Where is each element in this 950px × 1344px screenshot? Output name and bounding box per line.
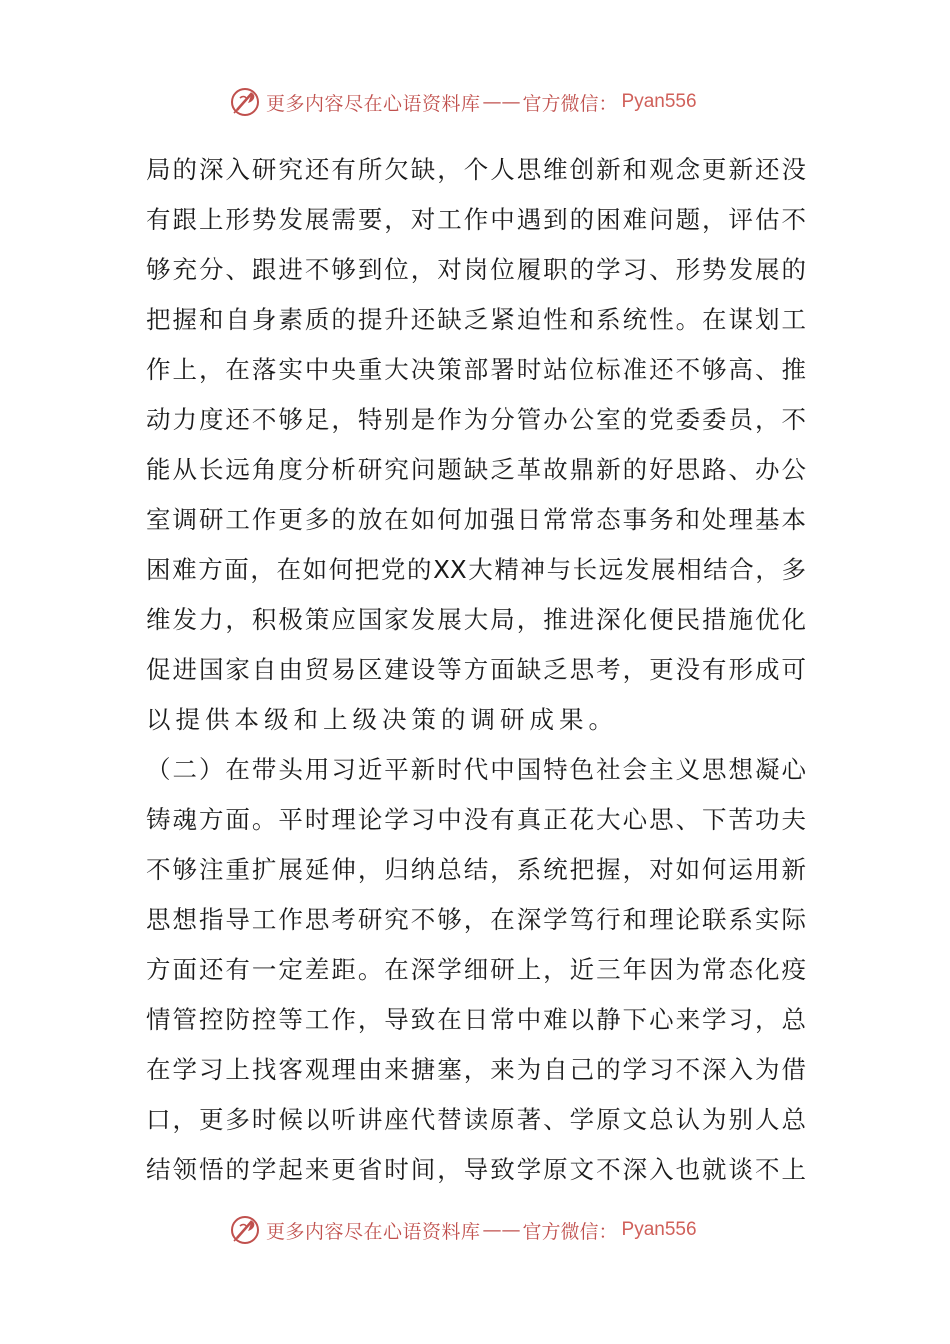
text-line: 情管控防控等工作，导致在日常中难以静下心来学习，总 <box>146 1005 806 1034</box>
text-line: 口，更多时候以听讲座代替读原著、学原文总认为别人总 <box>146 1105 806 1134</box>
banner-separator: —— <box>482 91 521 113</box>
text-line: 结领悟的学起来更省时间，导致学原文不深入也就谈不上 <box>146 1155 806 1184</box>
text-line-paragraph-end: 以提供本级和上级决策的调研成果。 <box>146 705 618 734</box>
banner-wechat-label: 官方微信： <box>522 1220 618 1243</box>
text-line: 够充分、跟进不够到位，对岗位履职的学习、形势发展的 <box>146 255 806 284</box>
quill-logo-icon <box>228 1213 262 1247</box>
banner-wechat-id: Pyan556 <box>621 1219 697 1240</box>
text-line: 把握和自身素质的提升还缺乏紧迫性和系统性。在谋划工 <box>146 305 806 334</box>
banner-text: 更多内容尽在心语资料库 <box>266 92 481 115</box>
text-line: 有跟上形势发展需要，对工作中遇到的困难问题，评估不 <box>146 205 806 234</box>
text-line: 室调研工作更多的放在如何加强日常常态事务和处理基本 <box>146 505 806 534</box>
text-line: 方面还有一定差距。在深学细研上，近三年因为常态化疫 <box>146 955 806 984</box>
quill-logo-icon <box>228 85 262 119</box>
banner-text: 更多内容尽在心语资料库 <box>266 1220 481 1243</box>
text-line: 局的深入研究还有所欠缺，个人思维创新和观念更新还没 <box>146 155 806 184</box>
text-line: 困难方面，在如何把党的XX大精神与长远发展相结合，多 <box>146 555 806 584</box>
header-watermark-banner <box>228 84 748 120</box>
text-line: 能从长远角度分析研究问题缺乏革故鼎新的好思路、办公 <box>146 455 806 484</box>
text-line: 铸魂方面。平时理论学习中没有真正花大心思、下苦功夫 <box>146 805 806 834</box>
text-line: 思想指导工作思考研究不够，在深学笃行和理论联系实际 <box>146 905 806 934</box>
text-line: 作上，在落实中央重大决策部署时站位标准还不够高、推 <box>146 355 806 384</box>
document-body <box>146 145 806 1195</box>
text-line: 动力度还不够足，特别是作为分管办公室的党委委员，不 <box>146 405 806 434</box>
text-line: 促进国家自由贸易区建设等方面缺乏思考，更没有形成可 <box>146 655 806 684</box>
banner-separator: —— <box>482 1219 521 1241</box>
text-line: 在学习上找客观理由来搪塞，来为自己的学习不深入为借 <box>146 1055 806 1084</box>
text-line: 不够注重扩展延伸，归纳总结，系统把握，对如何运用新 <box>146 855 806 884</box>
section-heading-line: （二）在带头用习近平新时代中国特色社会主义思想凝心 <box>146 755 806 784</box>
footer-watermark-banner <box>228 1212 748 1248</box>
banner-wechat-id: Pyan556 <box>621 91 697 112</box>
banner-wechat-label: 官方微信： <box>522 92 618 115</box>
text-line: 维发力，积极策应国家发展大局，推进深化便民措施优化 <box>146 605 806 634</box>
